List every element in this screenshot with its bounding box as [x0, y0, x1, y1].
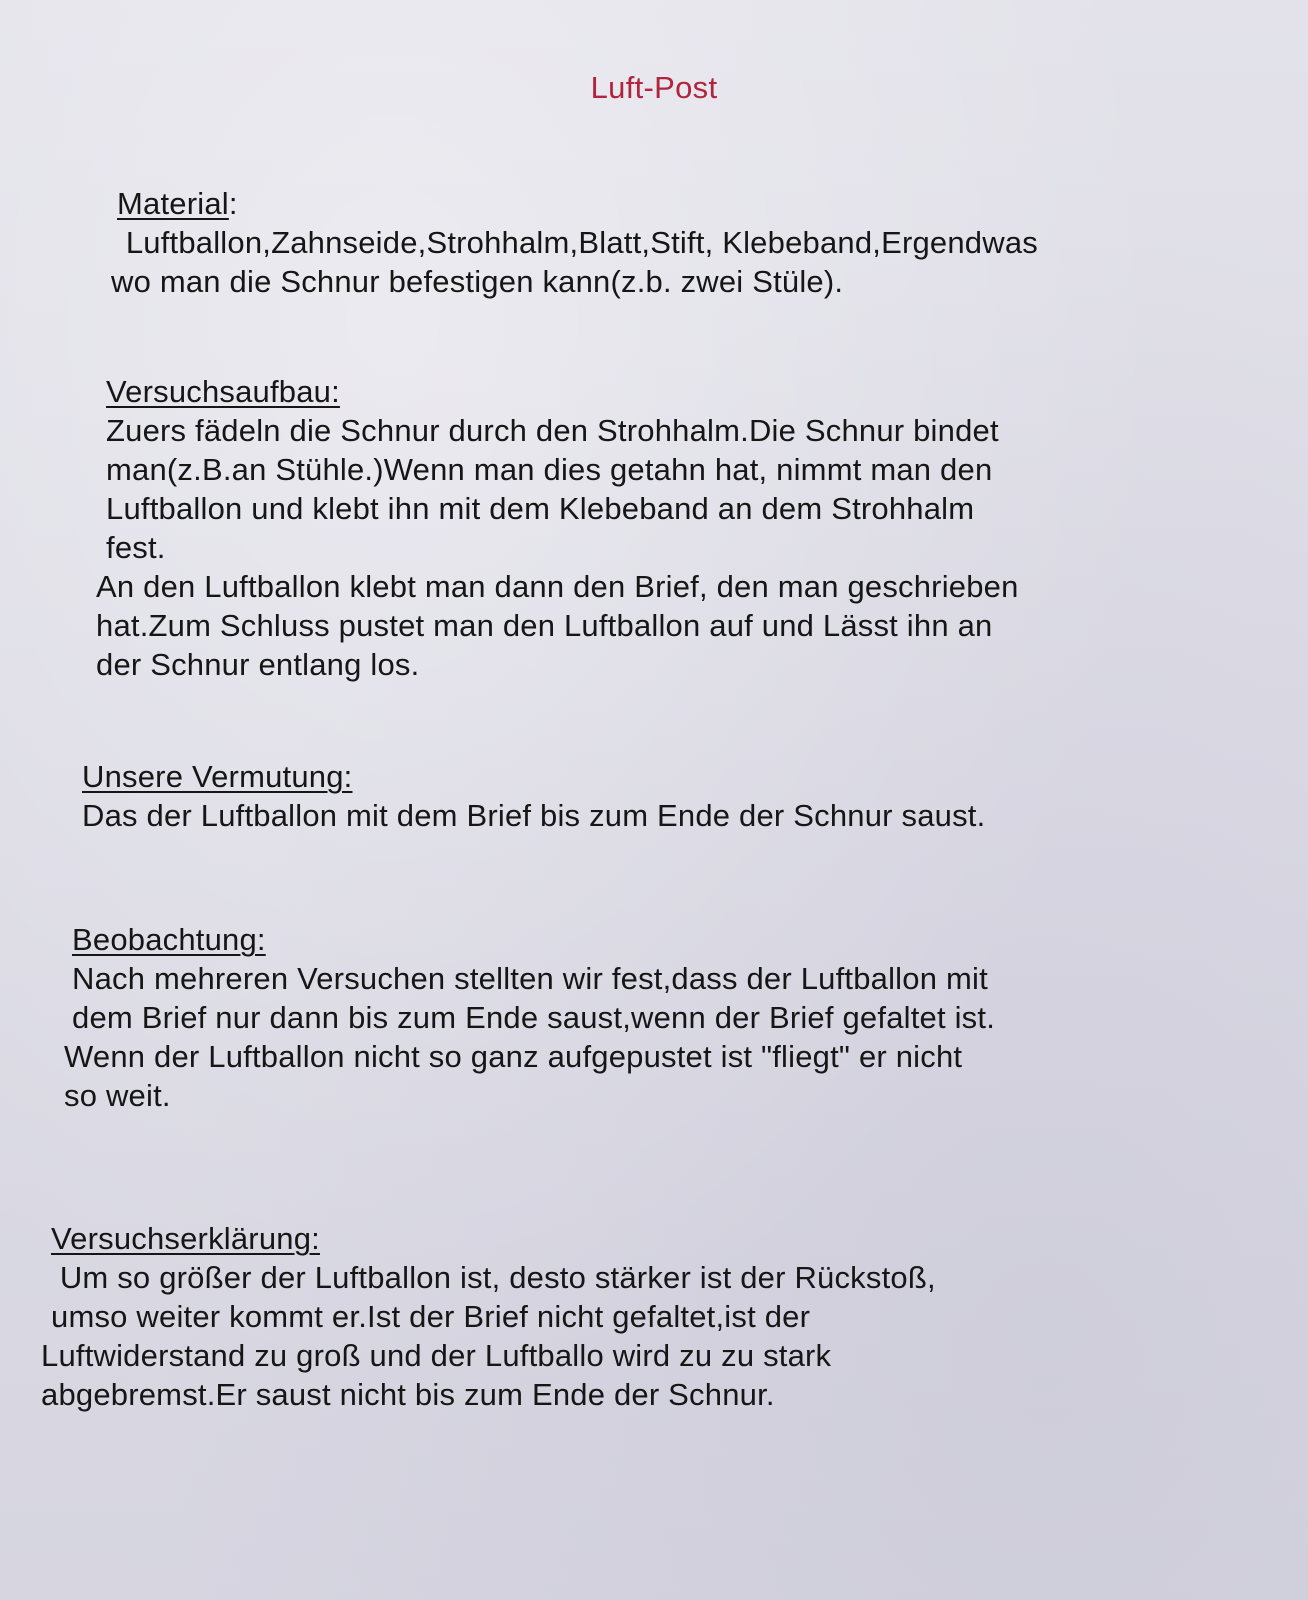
section-heading-colon: :: [228, 186, 238, 221]
material-line-2: wo man die Schnur befestigen kann(z.b. zwei Stüle).: [111, 264, 844, 299]
erklaerung-line-1: Um so größer der Luftballon ist, desto stärker ist der Rückstoß,: [51, 1260, 936, 1295]
vermutung-line-1: Das der Luftballon mit dem Brief bis zum Ende der Schnur saust.: [82, 798, 986, 833]
section-material: [111, 184, 1038, 301]
section-heading-beobachtung: Beobachtung:: [72, 922, 266, 957]
section-beobachtung: [64, 920, 996, 1115]
section-versuchserklaerung: [41, 1219, 936, 1414]
aufbau-line-2: man(z.B.an Stühle.)Wenn man dies getahn hat, nimmt man den: [106, 452, 993, 487]
section-heading-versuchsaufbau: Versuchsaufbau:: [106, 374, 340, 409]
erklaerung-line-4: abgebremst.Er saust nicht bis zum Ende der Schnur.: [41, 1377, 775, 1412]
section-heading-versuchserklaerung: Versuchserklärung:: [51, 1221, 320, 1256]
section-heading-vermutung: Unsere Vermutung:: [82, 759, 353, 794]
page-title: Luft-Post: [590, 70, 718, 105]
beobachtung-line-3: Wenn der Luftballon nicht so ganz aufgepustet ist "fliegt" er nicht: [64, 1039, 963, 1074]
aufbau-line-7: der Schnur entlang los.: [96, 647, 420, 682]
material-line-1: Luftballon,Zahnseide,Strohhalm,Blatt,Stift, Klebeband,Ergendwas: [117, 225, 1038, 260]
aufbau-line-4: fest.: [106, 530, 166, 565]
aufbau-line-5: An den Luftballon klebt man dann den Brief, den man geschrieben: [96, 569, 1019, 604]
erklaerung-line-3: Luftwiderstand zu groß und der Luftballo wird zu zu stark: [41, 1338, 832, 1373]
section-versuchsaufbau: [96, 372, 1019, 684]
beobachtung-line-2: dem Brief nur dann bis zum Ende saust,wenn der Brief gefaltet ist.: [72, 1000, 996, 1035]
aufbau-line-6: hat.Zum Schluss pustet man den Luftballon auf und Lässt ihn an: [96, 608, 993, 643]
beobachtung-line-1: Nach mehreren Versuchen stellten wir fest,dass der Luftballon mit: [72, 961, 988, 996]
aufbau-line-1: Zuers fädeln die Schnur durch den Strohhalm.Die Schnur bindet: [106, 413, 999, 448]
section-vermutung: [82, 757, 985, 835]
section-heading-material: Material: [117, 186, 229, 221]
beobachtung-line-4: so weit.: [64, 1078, 171, 1113]
aufbau-line-3: Luftballon und klebt ihn mit dem Klebeband an dem Strohhalm: [106, 491, 975, 526]
erklaerung-line-2: umso weiter kommt er.Ist der Brief nicht gefaltet,ist der: [51, 1299, 811, 1334]
